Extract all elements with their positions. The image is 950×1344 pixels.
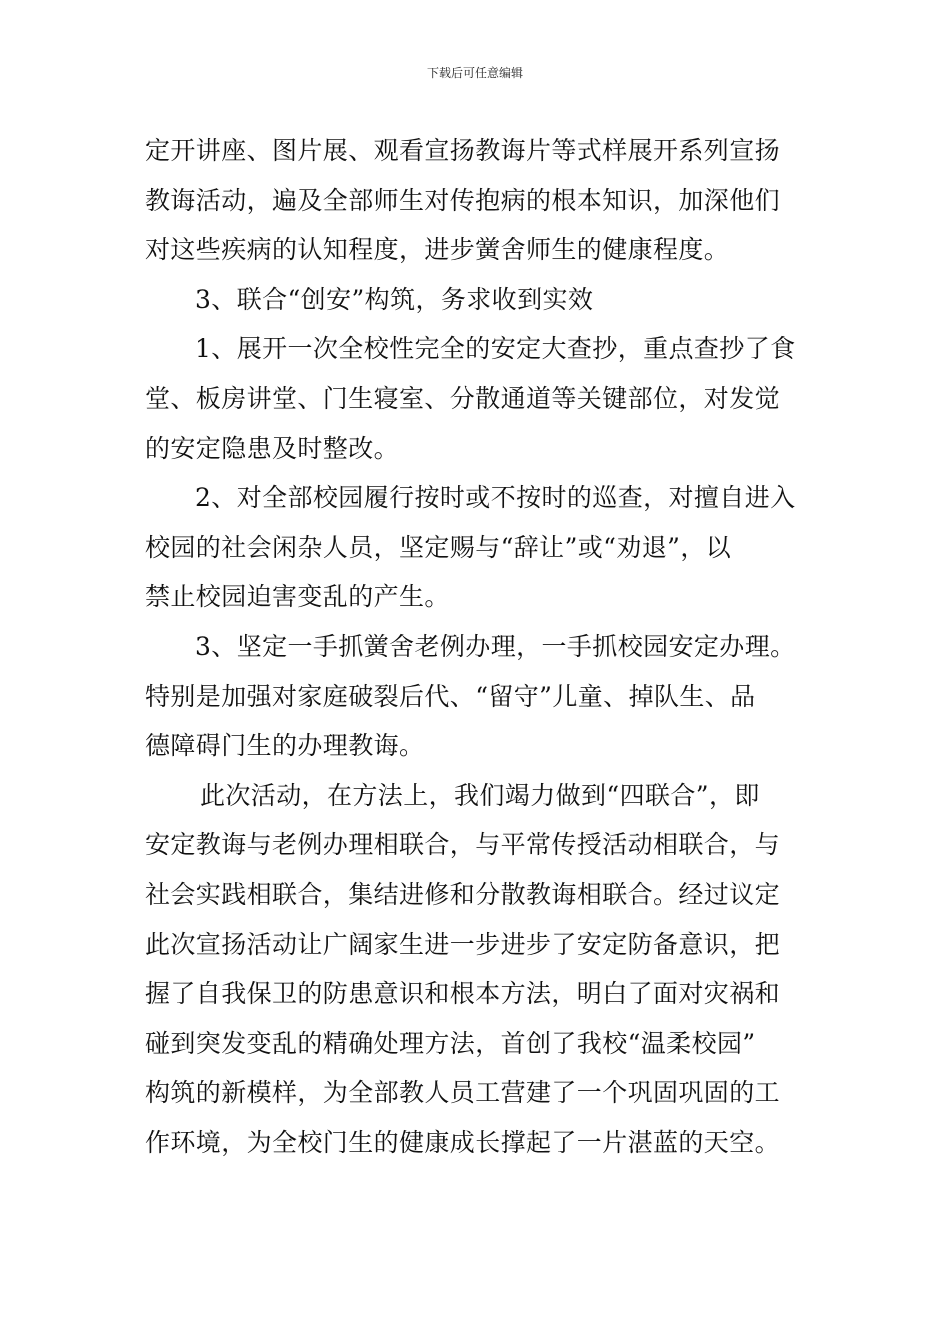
text-line: 定开讲座、图片展、观看宣扬教诲片等式样展开系列宣扬 <box>145 136 781 165</box>
text-line: 禁止校园迫害变乱的产生。 <box>145 582 450 612</box>
page-header: 下载后可任意编辑 <box>426 66 523 80</box>
text-line: 堂、板房讲堂、门生寝室、分散通道等关键部位，对发觉 <box>145 383 781 413</box>
text-line: 社会实践相联合，集结进修和分散教诲相联合。经过议定 <box>145 879 781 909</box>
text-line: 德障碍门生的办理教诲。 <box>145 731 425 761</box>
text-line: 校园的社会闲杂人员，坚定赐与“辞让”或“劝退”，以 <box>145 532 732 562</box>
text-line: 握了自我保卫的防患意识和根本方法，明白了面对灾祸和 <box>145 979 781 1009</box>
text-line: 碰到突发变乱的精确处理方法，首创了我校“温柔校园” <box>145 1028 756 1058</box>
text-line: 2、对全部校园履行按时或不按时的巡查，对擅自进入 <box>195 483 796 513</box>
text-line: 安定教诲与老例办理相联合，与平常传授活动相联合，与 <box>145 830 781 860</box>
text-line: 特别是加强对家庭破裂后代、“留守”儿童、掉队生、品 <box>145 681 756 711</box>
text-line: 1、展开一次全校性完全的安定大查抄，重点查抄了食 <box>195 334 796 364</box>
text-line: 教诲活动，遍及全部师生对传抱病的根本知识，加深他们 <box>145 185 781 215</box>
text-line: 构筑的新模样，为全部教人员工营建了一个巩固巩固的工 <box>145 1078 781 1108</box>
text-line: 作环境，为全校门生的健康成长撑起了一片湛蓝的天空。 <box>145 1127 781 1157</box>
document-body <box>145 126 810 1167</box>
section-heading: 3、联合“创安”构筑，务求收到实效 <box>195 284 594 314</box>
text-line: 3、坚定一手抓黉舍老例办理，一手抓校园安定办理。 <box>195 631 796 661</box>
text-line: 此次活动，在方法上，我们竭力做到“四联合”，即 <box>200 780 760 810</box>
text-line: 此次宣扬活动让广阔家生进一步进步了安定防备意识，把 <box>145 929 781 959</box>
text-line: 的安定隐患及时整改。 <box>145 433 400 463</box>
text-line: 对这些疾病的认知程度，进步黉舍师生的健康程度。 <box>145 235 730 265</box>
